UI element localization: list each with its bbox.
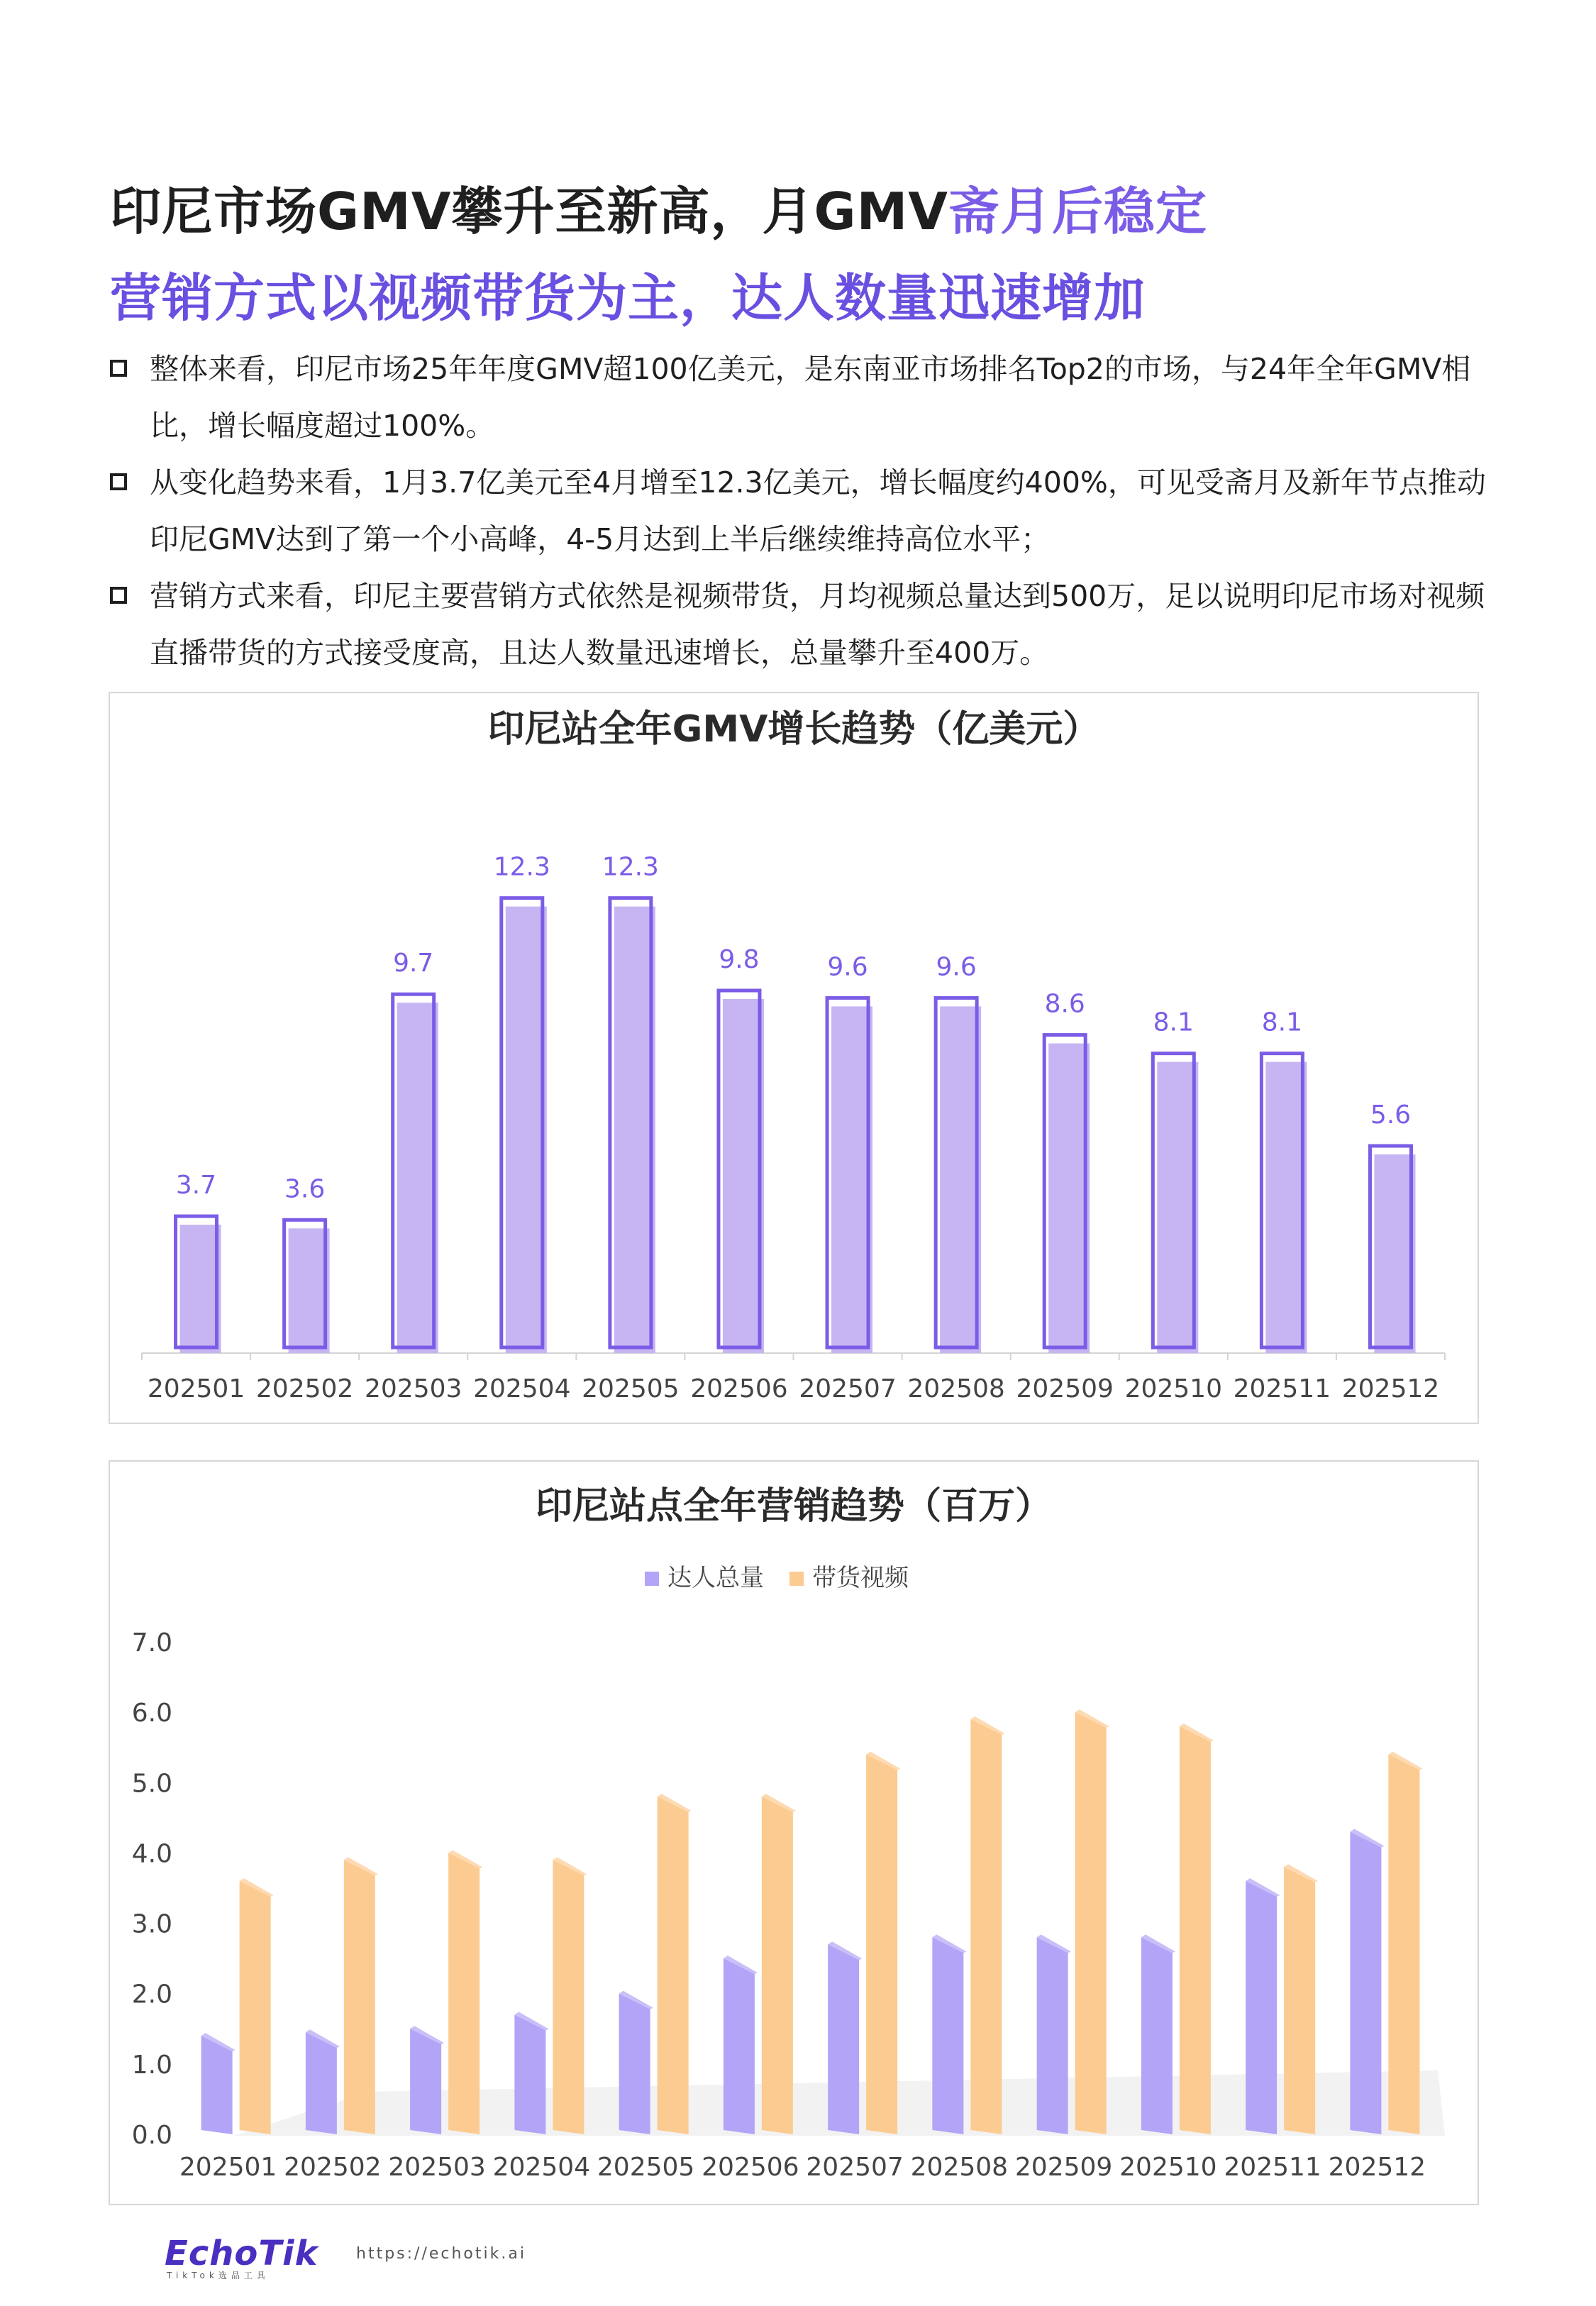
gmv-data-label: 3.6 (284, 1174, 326, 1204)
x-tick-label: 202512 (1328, 2153, 1426, 2182)
headline-line-1-accent: 斋月后稳定 (948, 182, 1207, 241)
gmv-data-label: 8.6 (1044, 989, 1085, 1019)
gmv-data-label: 5.6 (1370, 1100, 1412, 1130)
creators-bar (1350, 1832, 1381, 2134)
chart-title: 印尼站全年GMV增长趋势（亿美元） (487, 708, 1100, 751)
videos-bar (866, 1755, 897, 2134)
x-tick-label: 202505 (597, 2153, 695, 2182)
gmv-bar (831, 1006, 872, 1353)
gmv-bar (1374, 1154, 1415, 1353)
gmv-bar (723, 999, 764, 1353)
x-tick-label: 202504 (473, 1374, 571, 1403)
y-tick-label: 3.0 (131, 1909, 172, 1939)
x-tick-label: 202512 (1341, 1374, 1440, 1403)
gmv-bar (180, 1225, 221, 1353)
videos-bar (553, 1860, 584, 2134)
gmv-bar (1157, 1062, 1198, 1353)
x-tick-label: 202505 (582, 1374, 680, 1403)
videos-bar (240, 1881, 271, 2134)
echotik-tagline: TikTok选品工具 (167, 2271, 270, 2280)
y-tick-label: 0.0 (131, 2121, 172, 2150)
square-bullet-icon (110, 587, 127, 604)
bullet-text: 从变化趋势来看，1月3.7亿美元至4月增至12.3亿美元，增长幅度约400%，可见受斋月及新年节点推动印尼GMV达到了第一个小高峰，4-5月达到上半后继续维持高位水平； (150, 465, 1486, 556)
creators-bar (1037, 1937, 1068, 2134)
x-tick-label: 202508 (910, 2153, 1009, 2182)
gmv-bar (614, 907, 655, 1353)
headline-line-1-main: 印尼市场GMV攀升至新高，月GMV (110, 182, 948, 241)
y-tick-label: 1.0 (131, 2050, 172, 2080)
x-tick-label: 202510 (1124, 1374, 1223, 1403)
x-tick-label: 202509 (1016, 1374, 1114, 1403)
y-tick-label: 7.0 (131, 1628, 172, 1657)
creators-bar (1246, 1881, 1277, 2134)
x-tick-label: 202507 (799, 1374, 897, 1403)
videos-bar (448, 1853, 480, 2134)
x-tick-label: 202501 (147, 1374, 245, 1403)
y-tick-label: 6.0 (131, 1699, 172, 1728)
legend-swatch (789, 1572, 804, 1586)
bullet-list (110, 341, 1493, 681)
chart-title: 印尼站点全年营销趋势（百万） (535, 1485, 1053, 1528)
gmv-data-label: 12.3 (493, 852, 550, 882)
videos-bar (1075, 1712, 1107, 2134)
headline-line-2: 营销方式以视频带货为主，达人数量迅速增加 (110, 268, 1146, 328)
gmv-data-label: 9.6 (936, 952, 977, 982)
videos-bar (762, 1797, 793, 2134)
gmv-bar (1048, 1044, 1090, 1353)
x-tick-label: 202508 (907, 1374, 1005, 1403)
echotik-logo: EchoTik (165, 2234, 318, 2273)
gmv-data-label: 3.7 (175, 1171, 217, 1201)
x-tick-label: 202506 (702, 2153, 799, 2182)
x-tick-label: 202507 (806, 2153, 904, 2182)
gmv-bar (506, 907, 547, 1353)
bullet-item (110, 341, 1493, 454)
y-tick-label: 2.0 (131, 1980, 172, 2009)
gmv-data-label: 8.1 (1153, 1008, 1194, 1037)
footer-url: https://echotik.ai (356, 2245, 526, 2263)
x-tick-label: 202501 (179, 2153, 277, 2182)
gmv-chart-panel (109, 692, 1479, 1424)
x-tick-label: 202503 (364, 1374, 462, 1403)
creators-bar (201, 2036, 233, 2134)
videos-bar (658, 1797, 689, 2134)
creators-bar (932, 1937, 963, 2134)
bullet-text: 整体来看，印尼市场25年年度GMV超100亿美元，是东南亚市场排名Top2的市场，与24年全年GMV相比，增长幅度超过100%。 (150, 352, 1471, 443)
legend-label: 达人总量 (667, 1564, 764, 1592)
legend-label: 带货视频 (812, 1564, 909, 1592)
creators-bar (1141, 1937, 1173, 2134)
videos-bar (1284, 1867, 1315, 2134)
gmv-bar-chart (110, 693, 1478, 1423)
gmv-data-label: 9.7 (393, 949, 434, 978)
creators-bar (828, 1944, 859, 2134)
bullet-text: 营销方式来看，印尼主要营销方式依然是视频带货，月均视频总量达到500万，足以说明印尼市场对视频直播带货的方式接受度高，且达人数量迅速增长，总量攀升至400万。 (150, 579, 1485, 670)
videos-bar (1388, 1755, 1419, 2134)
creators-bar (306, 2032, 337, 2134)
x-tick-label: 202502 (284, 2153, 382, 2182)
marketing-chart-panel (109, 1460, 1479, 2205)
x-tick-label: 202502 (255, 1374, 354, 1403)
creators-bar (410, 2029, 441, 2134)
gmv-data-label: 9.8 (719, 945, 760, 974)
square-bullet-icon (110, 360, 127, 377)
gmv-data-label: 8.1 (1261, 1008, 1303, 1037)
gmv-bar (1265, 1062, 1307, 1353)
bullet-item (110, 568, 1493, 681)
gmv-data-label: 12.3 (602, 852, 659, 882)
gmv-bar (940, 1006, 981, 1353)
creators-bar (619, 1994, 650, 2134)
videos-bar (1180, 1726, 1211, 2134)
gmv-bar (289, 1228, 330, 1353)
square-bullet-icon (110, 473, 127, 490)
x-tick-label: 202504 (492, 2153, 591, 2182)
legend-swatch (645, 1572, 659, 1586)
gmv-data-label: 9.6 (827, 952, 868, 982)
gmv-bar (397, 1003, 438, 1353)
x-tick-label: 202510 (1119, 2153, 1217, 2182)
headline-line-1 (110, 170, 1207, 244)
x-tick-label: 202503 (388, 2153, 486, 2182)
y-tick-label: 5.0 (131, 1769, 172, 1799)
x-tick-label: 202509 (1014, 2153, 1113, 2182)
x-tick-label: 202511 (1233, 1374, 1331, 1403)
x-tick-label: 202511 (1224, 2153, 1321, 2182)
y-tick-label: 4.0 (131, 1839, 172, 1869)
marketing-bar-chart (110, 1462, 1478, 2204)
creators-bar (724, 1958, 755, 2134)
x-tick-label: 202506 (690, 1374, 788, 1403)
creators-bar (514, 2014, 545, 2134)
bullet-item (110, 454, 1493, 568)
videos-bar (970, 1719, 1002, 2134)
videos-bar (344, 1860, 375, 2134)
